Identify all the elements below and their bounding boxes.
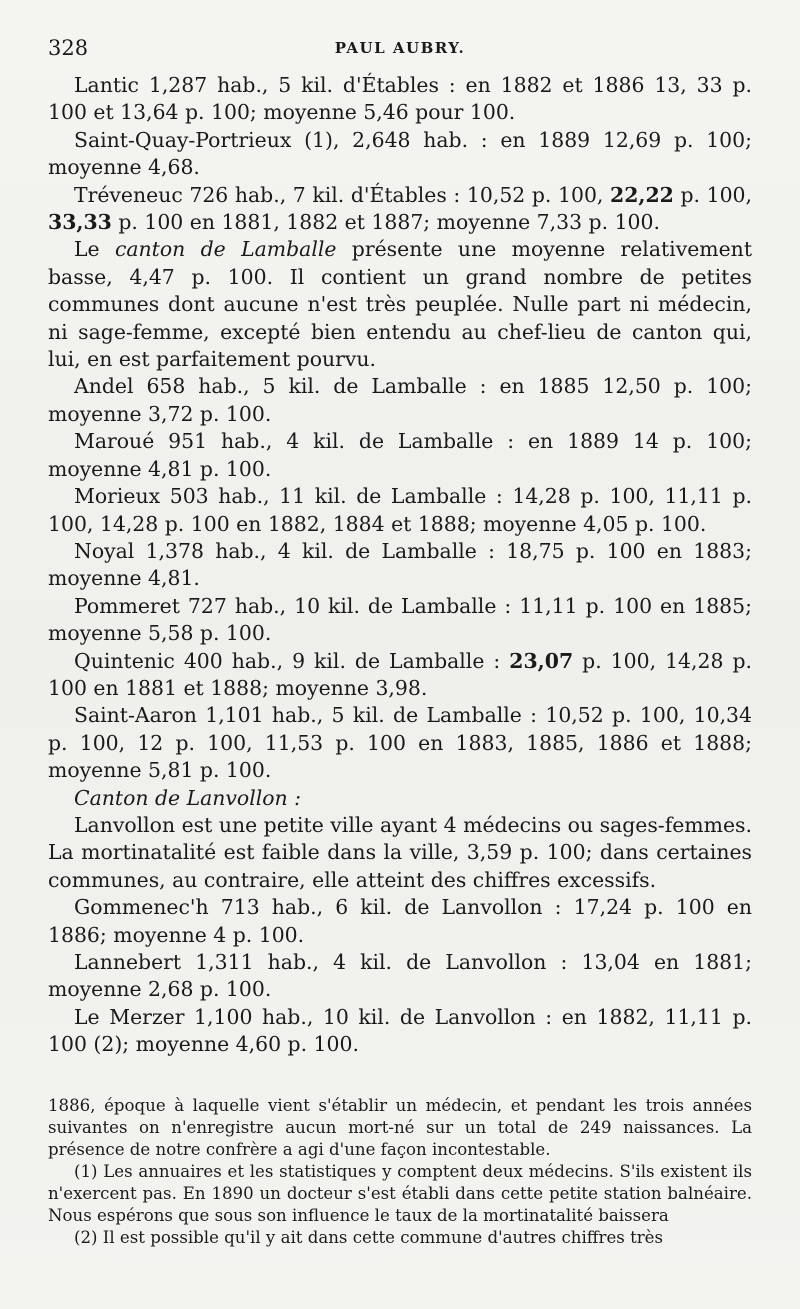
footnote-continuation	[48, 1095, 752, 1161]
text-run: Gommenec'h 713 hab., 6 kil. de Lanvollon : 17,24 p. 100 en 1886; moyenne 4 p. 100.	[48, 895, 752, 947]
text-run: Le	[74, 237, 115, 262]
paragraph-pommeret	[48, 593, 752, 648]
paragraph-saint-aaron	[48, 702, 752, 784]
text-run: Saint-Quay-Portrieux (1), 2,648 hab. : en 1889 12,69 p. 100; moyenne 4,68.	[48, 127, 752, 180]
text-run: p. 100 en 1881, 1882 et 1887; moyenne 7,33 p. 100.	[111, 210, 660, 235]
text-run: p. 100,	[673, 182, 752, 207]
paragraph-gommenech	[48, 894, 752, 949]
paragraph-saint-quay	[48, 127, 752, 182]
text-run: (2) Il est possible qu'il y ait dans cette commune d'autres chiffres très	[74, 1228, 664, 1247]
text-run: 23,07	[509, 648, 574, 673]
paragraph-treveneuc	[48, 182, 752, 237]
text-run: Tréveneuc 726 hab., 7 kil. d'Étables : 10,52 p. 100,	[74, 182, 610, 207]
text-run: 33,33	[48, 210, 112, 235]
text-run: Lantic 1,287 hab., 5 kil. d'Étables : en 1882 et 1886 13, 33 p. 100 et 13,64 p. 100; moyenne 5,46 pour 100.	[48, 73, 752, 125]
running-title: PAUL AUBRY.	[334, 39, 466, 57]
paragraph-lanvollon	[48, 812, 752, 894]
text-run: Saint-Aaron 1,101 hab., 5 kil. de Lamballe : 10,52 p. 100, 10,34 p. 100, 12 p. 100, 11,53 p. 100 en 1883, 1885, 1886 et 1888; moyenne 5,81 p. 100.	[48, 703, 752, 783]
text-run: Quintenic 400 hab., 9 kil. de Lamballe :	[74, 648, 510, 673]
paragraph-morieux	[48, 483, 752, 538]
footnote-2	[48, 1227, 752, 1249]
page-header	[48, 36, 752, 64]
paragraph-lannebert	[48, 949, 752, 1004]
text-run: Maroué 951 hab., 4 kil. de Lamballe : en 1889 14 p. 100; moyenne 4,81 p. 100.	[48, 429, 752, 481]
paragraph-maroue	[48, 428, 752, 483]
footnotes	[48, 1095, 752, 1249]
text-run: 22,22	[610, 182, 674, 207]
paragraph-quintenic	[48, 648, 752, 703]
text-run: Canton de Lanvollon :	[74, 785, 302, 810]
text-run: Noyal 1,378 hab., 4 kil. de Lamballe : 18,75 p. 100 en 1883; moyenne 4,81.	[48, 538, 752, 591]
text-run: Morieux 503 hab., 11 kil. de Lamballe : 14,28 p. 100, 11,11 p. 100, 14,28 p. 100 en 1882, 1884 et 1888; moyenne 4,05 p. 100.	[48, 484, 752, 536]
text-run: Andel 658 hab., 5 kil. de Lamballe : en 1885 12,50 p. 100; moyenne 3,72 p. 100.	[48, 374, 752, 426]
text-run: Lannebert 1,311 hab., 4 kil. de Lanvollon : 13,04 en 1881; moyenne 2,68 p. 100.	[48, 950, 752, 1002]
footnote-1	[48, 1161, 752, 1227]
text-run: (1) Les annuaires et les statistiques y comptent deux médecins. S'ils existent ils n'exercent pas. En 1890 un docteur s'est établi dans cette petite station balnéaire. Nous espérons que sous son influence le taux de la mortinatalité baissera	[48, 1162, 752, 1225]
paragraph-canton-lamballe	[48, 236, 752, 373]
page-number: 328	[48, 36, 89, 60]
text-run: canton de Lamballe	[114, 237, 337, 262]
text-run: 1886, époque à laquelle vient s'établir un médecin, et pendant les trois années suivantes on n'enregistre aucun mort-né sur un total de 249 naissances. La présence de notre confrère a agi d'une façon incontestable.	[48, 1096, 752, 1159]
paragraph-andel	[48, 373, 752, 428]
main-text	[48, 72, 752, 1059]
text-run: Pommeret 727 hab., 10 kil. de Lamballe : 11,11 p. 100 en 1885; moyenne 5,58 p. 100.	[48, 593, 752, 646]
text-run: présente une moyenne relativement basse, 4,47 p. 100. Il contient un grand nombre de petites communes dont aucune n'est très peuplée. Nulle part ni médecin, ni sage-femme, excepté bien entendu au chef-lieu de canton qui, lui, en est parfaitement pourvu.	[48, 237, 753, 372]
paragraph-le-merzer	[48, 1004, 752, 1059]
text-run: Le Merzer 1,100 hab., 10 kil. de Lanvollon : en 1882, 11,11 p. 100 (2); moyenne 4,60 p. 100.	[48, 1004, 752, 1057]
section-heading-canton-lanvollon	[48, 785, 752, 812]
text-run: Lanvollon est une petite ville ayant 4 médecins ou sages-femmes. La mortinatalité est faible dans la ville, 3,59 p. 100; dans certaines communes, au contraire, elle atteint des chiffres excessifs.	[48, 812, 752, 892]
text-run: p. 100, 14,28 p. 100 en 1881 et 1888; moyenne 3,98.	[48, 648, 752, 700]
paragraph-lantic	[48, 72, 752, 127]
paragraph-noyal	[48, 538, 752, 593]
